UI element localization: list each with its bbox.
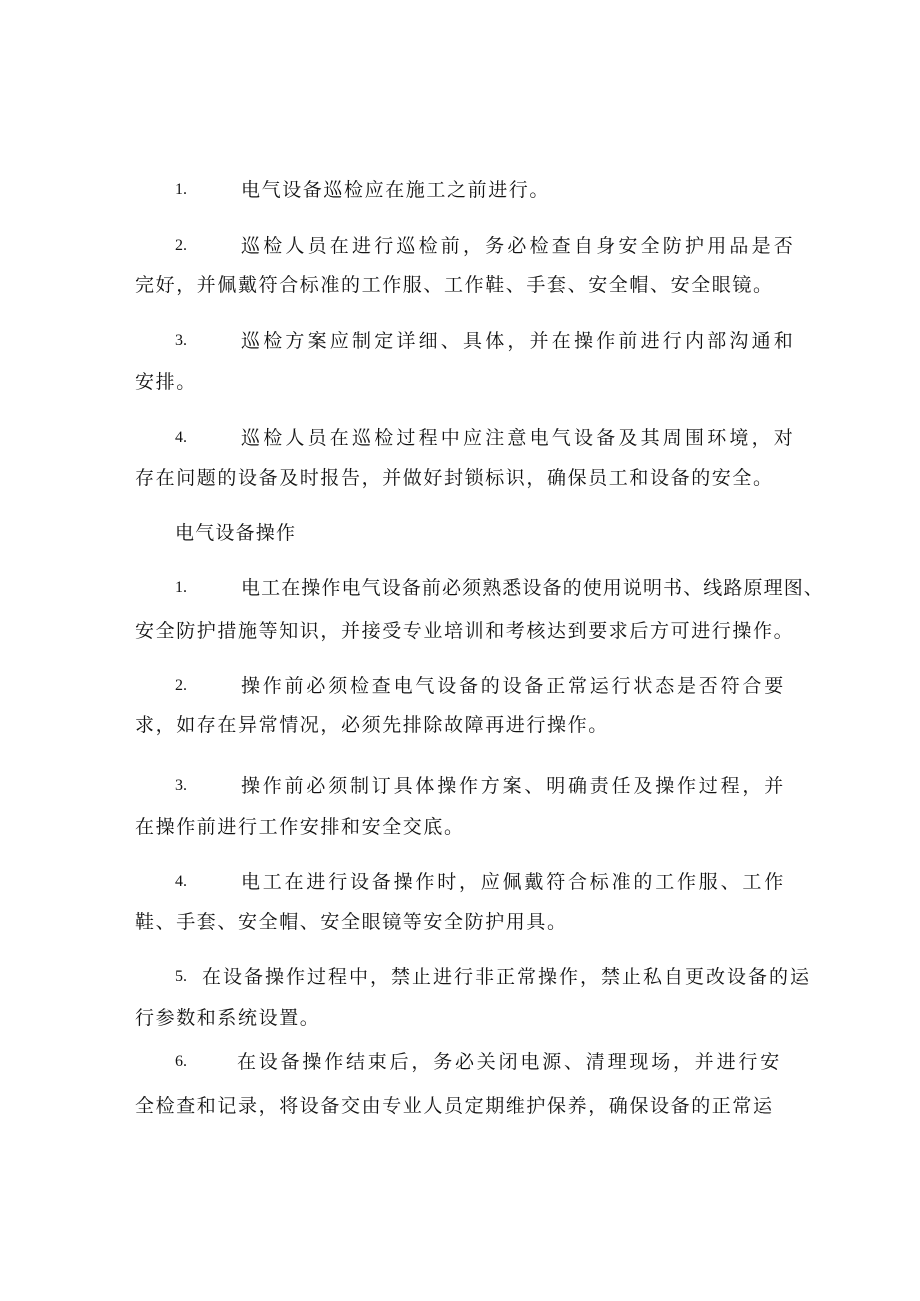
item-text-line: 巡检人员在进行巡检前，务必检查自身安全防护用品是否 (241, 235, 797, 257)
item-number: 4. (175, 873, 187, 890)
item-number: 5. (175, 968, 187, 985)
item-text-line: 操作前必须检查电气设备的设备正常运行状态是否符合要 (241, 675, 787, 697)
item-text-line: 存在问题的设备及时报告，并做好封锁标识，确保员工和设备的安全。 (135, 467, 774, 489)
item-text-line: 电工在进行设备操作时，应佩戴符合标准的工作服、工作 (241, 871, 787, 893)
item-number: 2. (175, 677, 187, 694)
item-text-line: 鞋、手套、安全帽、安全眼镜等安全防护用具。 (135, 911, 568, 933)
item-text-line: 在设备操作结束后，务必关闭电源、清理现场，并进行安 (237, 1051, 783, 1073)
item-text-line: 巡检人员在巡检过程中应注意电气设备及其周围环境，对 (241, 427, 797, 449)
section-heading: 电气设备操作 (175, 522, 297, 544)
item-number: 4. (175, 429, 187, 446)
item-number: 2. (175, 237, 187, 254)
item-number: 3. (175, 332, 187, 349)
item-text-line: 操作前必须制订具体操作方案、明确责任及操作过程，并 (241, 775, 787, 797)
item-number: 1. (175, 181, 187, 198)
item-text-line: 巡检方案应制定详细、具体，并在操作前进行内部沟通和 (241, 330, 797, 352)
item-text-line: 行参数和系统设置。 (135, 1007, 321, 1029)
item-text-line: 电气设备巡检应在施工之前进行。 (241, 179, 551, 201)
item-text-line: 求，如存在异常情况，必须先排除故障再进行操作。 (135, 714, 609, 736)
item-number: 1. (175, 579, 187, 596)
item-text-line: 电工在操作电气设备前必须熟悉设备的使用说明书、线路原理图、 (241, 577, 824, 599)
item-text-line: 在设备操作过程中，禁止进行非正常操作，禁止私自更改设备的运 (202, 966, 812, 988)
item-text-line: 安排。 (135, 371, 197, 393)
item-number: 3. (175, 777, 187, 794)
item-text-line: 完好，并佩戴符合标准的工作服、工作鞋、手套、安全帽、安全眼镜。 (135, 274, 774, 296)
item-text-line: 安全防护措施等知识，并接受专业培训和考核达到要求后方可进行操作。 (135, 620, 795, 642)
item-text-line: 全检查和记录，将设备交由专业人员定期维护保养，确保设备的正常运 (135, 1095, 774, 1117)
item-text-line: 在操作前进行工作安排和安全交底。 (135, 816, 465, 838)
item-number: 6. (175, 1053, 187, 1070)
